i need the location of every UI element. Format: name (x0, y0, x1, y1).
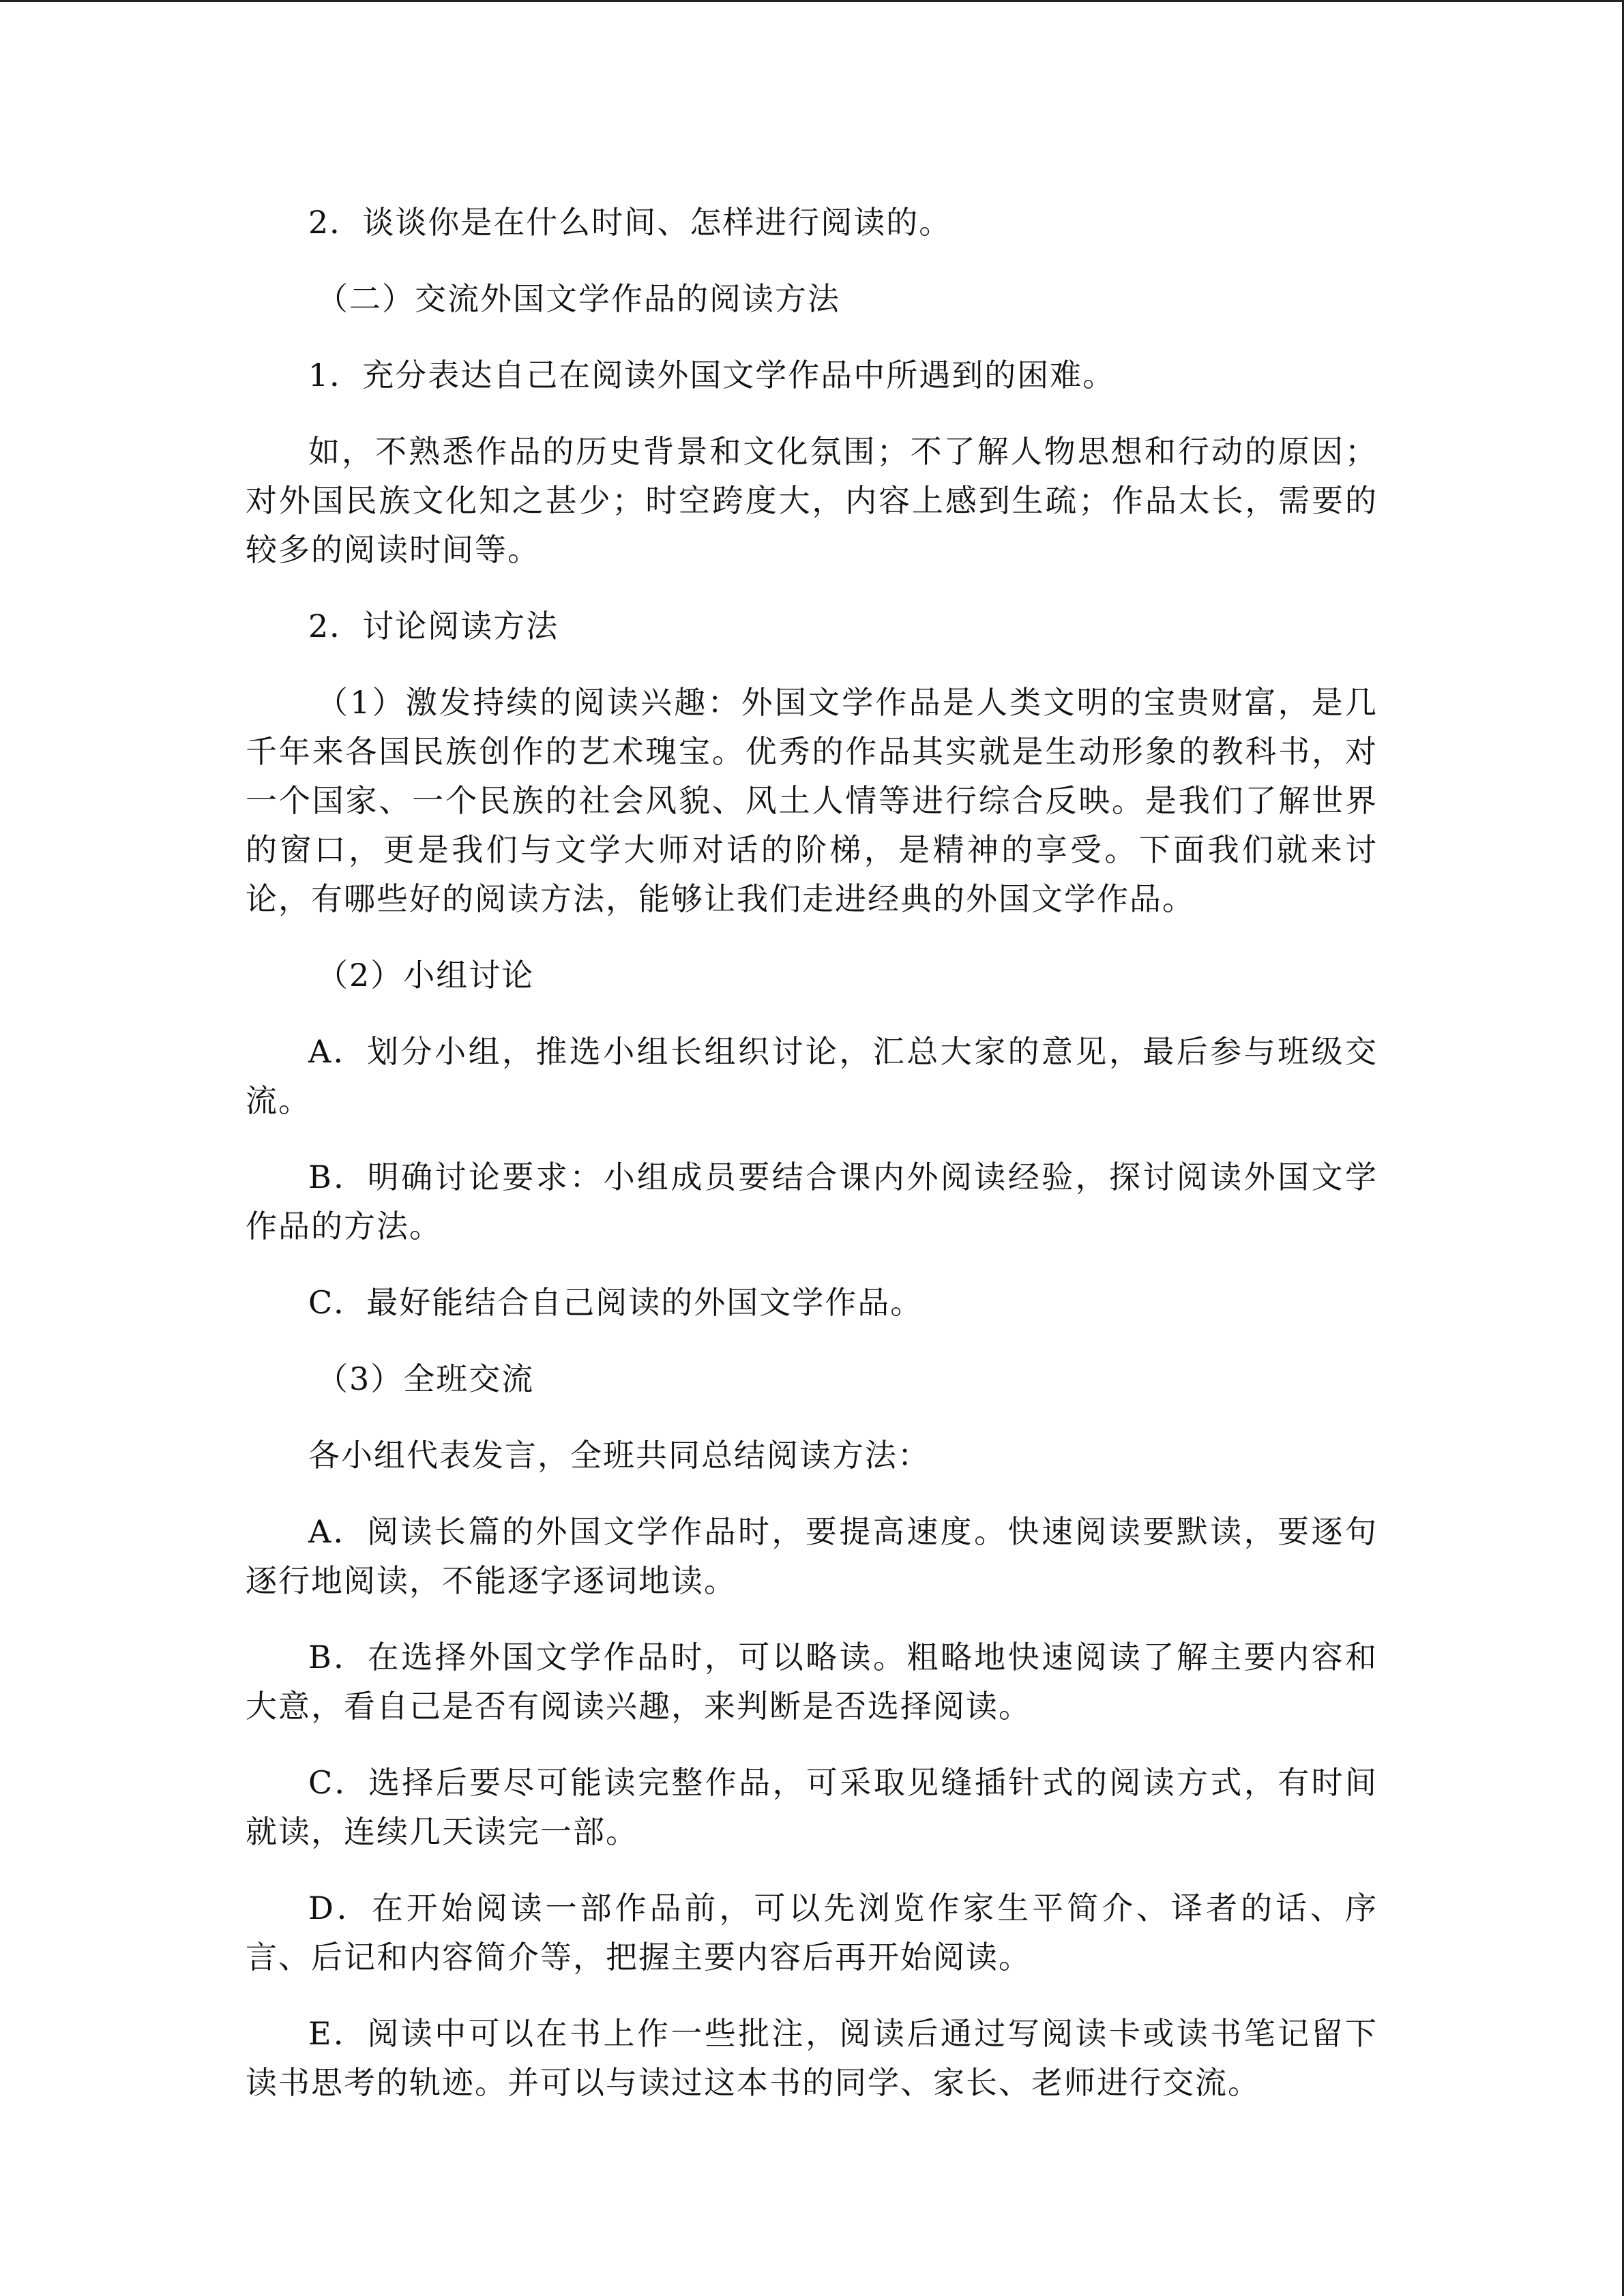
paragraph-method-c: C．选择后要尽可能读完整作品，可采取见缝插针式的阅读方式，有时间就读，连续几天读完一部。 (246, 1764, 1378, 1850)
paragraph-group-c: C．最好能结合自己阅读的外国文学作品。 (308, 1284, 924, 1321)
paragraph-method-b: B．在选择外国文学作品时，可以略读。粗略地快速阅读了解主要内容和大意，看自己是否有阅读兴趣，来判断是否选择阅读。 (246, 1639, 1378, 1725)
paragraph-sub-1-interest: （1）激发持续的阅读兴趣：外国文学作品是人类文明的宝贵财富，是几千年来各国民族创作的艺术瑰宝。优秀的作品其实就是生动形象的教科书，对一个国家、一个民族的社会风貌、风土人情等进行综合反映。是我们了解世界的窗口，更是我们与文学大师对话的阶梯，是精神的享受。下面我们就来讨论，有哪些好的阅读方法，能够让我们走进经典的外国文学作品。 (246, 684, 1378, 917)
paragraph-method-e: E．阅读中可以在书上作一些批注，阅读后通过写阅读卡或读书笔记留下读书思考的轨迹。并可以与读过这本书的同学、家长、老师进行交流。 (246, 2015, 1378, 2101)
page-top-border (0, 0, 1624, 2)
paragraph-sub-3-class-exchange: （3）全班交流 (316, 1360, 535, 1397)
paragraph-item-1-difficulties: 1．充分表达自己在阅读外国文学作品中所遇到的困难。 (308, 357, 1116, 393)
paragraph-sub-2-group-discussion: （2）小组讨论 (316, 957, 535, 994)
paragraph-method-a: A．阅读长篇的外国文学作品时，要提高速度。快速阅读要默读，要逐句逐行地阅读，不能逐字逐词地读。 (246, 1513, 1378, 1599)
section-heading-reading-methods: （二）交流外国文学作品的阅读方法 (316, 280, 840, 317)
document-body (246, 198, 1378, 2134)
paragraph-method-d: D．在开始阅读一部作品前，可以先浏览作家生平简介、译者的话、序言、后记和内容简介等，把握主要内容后再开始阅读。 (246, 1890, 1378, 1976)
paragraph-summary-intro: 各小组代表发言，全班共同总结阅读方法： (308, 1437, 930, 1474)
paragraph-difficulty-examples: 如，不熟悉作品的历史背景和文化氛围；不了解人物思想和行动的原因；对外国民族文化知之甚少；时空跨度大，内容上感到生疏；作品太长，需要的较多的阅读时间等。 (246, 433, 1378, 568)
paragraph-group-a: A．划分小组，推选小组长组织讨论，汇总大家的意见，最后参与班级交流。 (246, 1033, 1378, 1119)
paragraph-item-2-discuss-methods: 2．讨论阅读方法 (308, 608, 559, 644)
paragraph-item-2-reading-time: 2．谈谈你是在什么时间、怎样进行阅读的。 (308, 204, 952, 241)
paragraph-group-b: B．明确讨论要求：小组成员要结合课内外阅读经验，探讨阅读外国文学作品的方法。 (246, 1159, 1378, 1244)
